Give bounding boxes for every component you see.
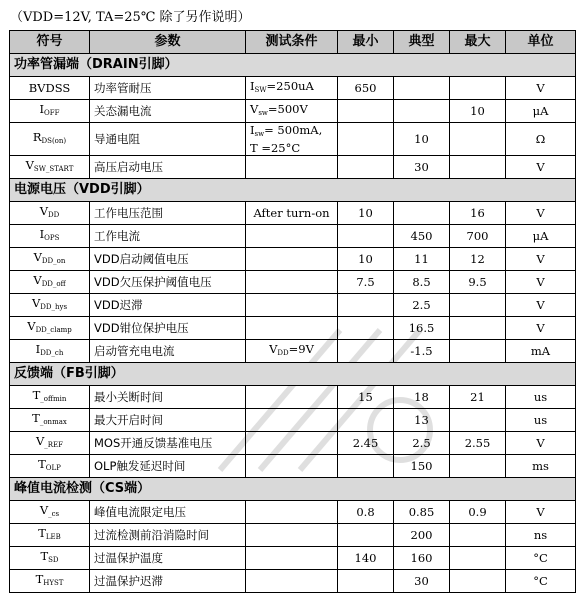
section-vdd [10, 179, 576, 202]
min-cell: 10 [338, 248, 394, 271]
unit-cell: μA [506, 225, 576, 248]
max-cell [450, 317, 506, 340]
table-row [10, 248, 576, 271]
table-row [10, 386, 576, 409]
typ-cell: 16.5 [394, 317, 450, 340]
condition-cell [246, 317, 338, 340]
parameter-cell: 启动管充电电流 [90, 340, 246, 363]
unit-cell: us [506, 409, 576, 432]
parameter-cell: MOS开通反馈基准电压 [90, 432, 246, 455]
electrical-characteristics-table [9, 30, 576, 593]
table-row [10, 570, 576, 593]
table-row [10, 294, 576, 317]
min-cell: 2.45 [338, 432, 394, 455]
max-cell: 9.5 [450, 271, 506, 294]
section-title: 功率管漏端（DRAIN引脚） [10, 54, 576, 77]
min-cell [338, 100, 394, 123]
typ-cell [394, 100, 450, 123]
max-cell [450, 77, 506, 100]
max-cell [450, 455, 506, 478]
unit-cell: V [506, 501, 576, 524]
unit-cell: V [506, 432, 576, 455]
condition-cell [246, 409, 338, 432]
header-typ: 典型 [394, 31, 450, 54]
condition-cell [246, 386, 338, 409]
table-row [10, 77, 576, 100]
min-cell: 7.5 [338, 271, 394, 294]
condition-cell [246, 271, 338, 294]
max-cell [450, 570, 506, 593]
unit-cell: us [506, 386, 576, 409]
symbol-cell: BVDSS [10, 77, 90, 100]
unit-cell: Ω [506, 123, 576, 156]
header-min: 最小 [338, 31, 394, 54]
table-row [10, 100, 576, 123]
condition-cell [246, 455, 338, 478]
min-cell [338, 340, 394, 363]
symbol-cell: $V_{DD\_on}$ [10, 248, 90, 271]
symbol-cell: $I_{OPS}$ [10, 225, 90, 248]
typ-cell: 13 [394, 409, 450, 432]
unit-cell: V [506, 156, 576, 179]
header-parameter: 参数 [90, 31, 246, 54]
min-cell: 140 [338, 547, 394, 570]
min-cell: 0.8 [338, 501, 394, 524]
table-row [10, 340, 576, 363]
symbol-cell: $I_{DD\_ch}$ [10, 340, 90, 363]
symbol-cell: $V_{DD\_off}$ [10, 271, 90, 294]
section-title: 峰值电流检测（CS端） [10, 478, 576, 501]
symbol-cell: $V_{\_REF}$ [10, 432, 90, 455]
symbol-cell: $T_{HYST}$ [10, 570, 90, 593]
typ-cell: 30 [394, 570, 450, 593]
parameter-cell: 关态漏电流 [90, 100, 246, 123]
parameter-cell: 工作电流 [90, 225, 246, 248]
symbol-cell: $I_{OFF}$ [10, 100, 90, 123]
condition-cell [246, 501, 338, 524]
table-row [10, 123, 576, 156]
unit-cell: ms [506, 455, 576, 478]
table-row [10, 547, 576, 570]
min-cell: 10 [338, 202, 394, 225]
table-row [10, 225, 576, 248]
symbol-cell: $R_{DS(on)}$ [10, 123, 90, 156]
section-title: 反馈端（FB引脚） [10, 363, 576, 386]
symbol-cell: $T_{\_offmin}$ [10, 386, 90, 409]
condition-cell [246, 547, 338, 570]
table-row [10, 409, 576, 432]
condition-cell [246, 156, 338, 179]
unit-cell: V [506, 248, 576, 271]
max-cell [450, 340, 506, 363]
symbol-cell: $T_{LEB}$ [10, 524, 90, 547]
typ-cell: 2.5 [394, 432, 450, 455]
header-symbol: 符号 [10, 31, 90, 54]
condition-cell [246, 524, 338, 547]
table-row [10, 432, 576, 455]
max-cell [450, 294, 506, 317]
unit-cell: ns [506, 524, 576, 547]
min-cell: 650 [338, 77, 394, 100]
unit-cell: °C [506, 547, 576, 570]
symbol-cell: $V_{\_cs}$ [10, 501, 90, 524]
max-cell: 700 [450, 225, 506, 248]
min-cell [338, 455, 394, 478]
parameter-cell: 过温保护温度 [90, 547, 246, 570]
condition-cell: $I_{sw}= 500mA$, T =25°C [246, 123, 338, 156]
table-row [10, 455, 576, 478]
min-cell [338, 570, 394, 593]
typ-cell [394, 202, 450, 225]
typ-cell: -1.5 [394, 340, 450, 363]
max-cell [450, 123, 506, 156]
min-cell [338, 156, 394, 179]
condition-cell: After turn-on [246, 202, 338, 225]
unit-cell: V [506, 317, 576, 340]
unit-cell: μA [506, 100, 576, 123]
table-row [10, 156, 576, 179]
min-cell [338, 123, 394, 156]
section-cs [10, 478, 576, 501]
max-cell [450, 547, 506, 570]
max-cell [450, 156, 506, 179]
condition-cell: $V_{DD}=9V$ [246, 340, 338, 363]
unit-cell: V [506, 77, 576, 100]
parameter-cell: 导通电阻 [90, 123, 246, 156]
header-max: 最大 [450, 31, 506, 54]
min-cell: 15 [338, 386, 394, 409]
parameter-cell: VDD迟滞 [90, 294, 246, 317]
unit-cell: mA [506, 340, 576, 363]
header-unit: 单位 [506, 31, 576, 54]
unit-cell: V [506, 271, 576, 294]
condition-cell [246, 570, 338, 593]
typ-cell: 2.5 [394, 294, 450, 317]
typ-cell: 8.5 [394, 271, 450, 294]
symbol-cell: $T_{SD}$ [10, 547, 90, 570]
max-cell: 16 [450, 202, 506, 225]
max-cell: 2.55 [450, 432, 506, 455]
parameter-cell: VDD启动阈值电压 [90, 248, 246, 271]
table-row [10, 501, 576, 524]
parameter-cell: OLP触发延迟时间 [90, 455, 246, 478]
section-drain [10, 54, 576, 77]
min-cell [338, 317, 394, 340]
min-cell [338, 524, 394, 547]
table-row [10, 271, 576, 294]
parameter-cell: 过流检测前沿消隐时间 [90, 524, 246, 547]
unit-cell: V [506, 294, 576, 317]
max-cell [450, 524, 506, 547]
typ-cell: 450 [394, 225, 450, 248]
table-header-row [10, 31, 576, 54]
table-row [10, 524, 576, 547]
condition-cell: $I_{SW}=250uA$ [246, 77, 338, 100]
parameter-cell: 功率管耐压 [90, 77, 246, 100]
typ-cell: 30 [394, 156, 450, 179]
max-cell: 12 [450, 248, 506, 271]
max-cell: 10 [450, 100, 506, 123]
symbol-cell: $V_{DD\_clamp}$ [10, 317, 90, 340]
typ-cell: 11 [394, 248, 450, 271]
condition-cell [246, 225, 338, 248]
parameter-cell: 峰值电流限定电压 [90, 501, 246, 524]
symbol-cell: $V_{SW\_START}$ [10, 156, 90, 179]
symbol-cell: $V_{DD}$ [10, 202, 90, 225]
header-condition: 测试条件 [246, 31, 338, 54]
typ-cell [394, 77, 450, 100]
min-cell [338, 294, 394, 317]
unit-cell: V [506, 202, 576, 225]
section-fb [10, 363, 576, 386]
condition-cell [246, 294, 338, 317]
min-cell [338, 409, 394, 432]
table-row [10, 317, 576, 340]
typ-cell: 200 [394, 524, 450, 547]
min-cell [338, 225, 394, 248]
symbol-cell: $T_{OLP}$ [10, 455, 90, 478]
condition-cell [246, 432, 338, 455]
parameter-cell: VDD钳位保护电压 [90, 317, 246, 340]
symbol-cell: $V_{DD\_hys}$ [10, 294, 90, 317]
parameter-cell: VDD欠压保护阈值电压 [90, 271, 246, 294]
typ-cell: 10 [394, 123, 450, 156]
max-cell [450, 409, 506, 432]
table-row [10, 202, 576, 225]
section-title: 电源电压（VDD引脚） [10, 179, 576, 202]
parameter-cell: 工作电压范围 [90, 202, 246, 225]
symbol-cell: $T_{\_onmax}$ [10, 409, 90, 432]
max-cell: 0.9 [450, 501, 506, 524]
table-caption: （VDD=12V, TA=25℃ 除了另作说明） [10, 10, 251, 25]
condition-cell: $V_{sw}=500V$ [246, 100, 338, 123]
unit-cell: °C [506, 570, 576, 593]
max-cell: 21 [450, 386, 506, 409]
condition-cell [246, 248, 338, 271]
parameter-cell: 过温保护迟滞 [90, 570, 246, 593]
typ-cell: 0.85 [394, 501, 450, 524]
parameter-cell: 最小关断时间 [90, 386, 246, 409]
parameter-cell: 高压启动电压 [90, 156, 246, 179]
typ-cell: 18 [394, 386, 450, 409]
typ-cell: 160 [394, 547, 450, 570]
parameter-cell: 最大开启时间 [90, 409, 246, 432]
typ-cell: 150 [394, 455, 450, 478]
